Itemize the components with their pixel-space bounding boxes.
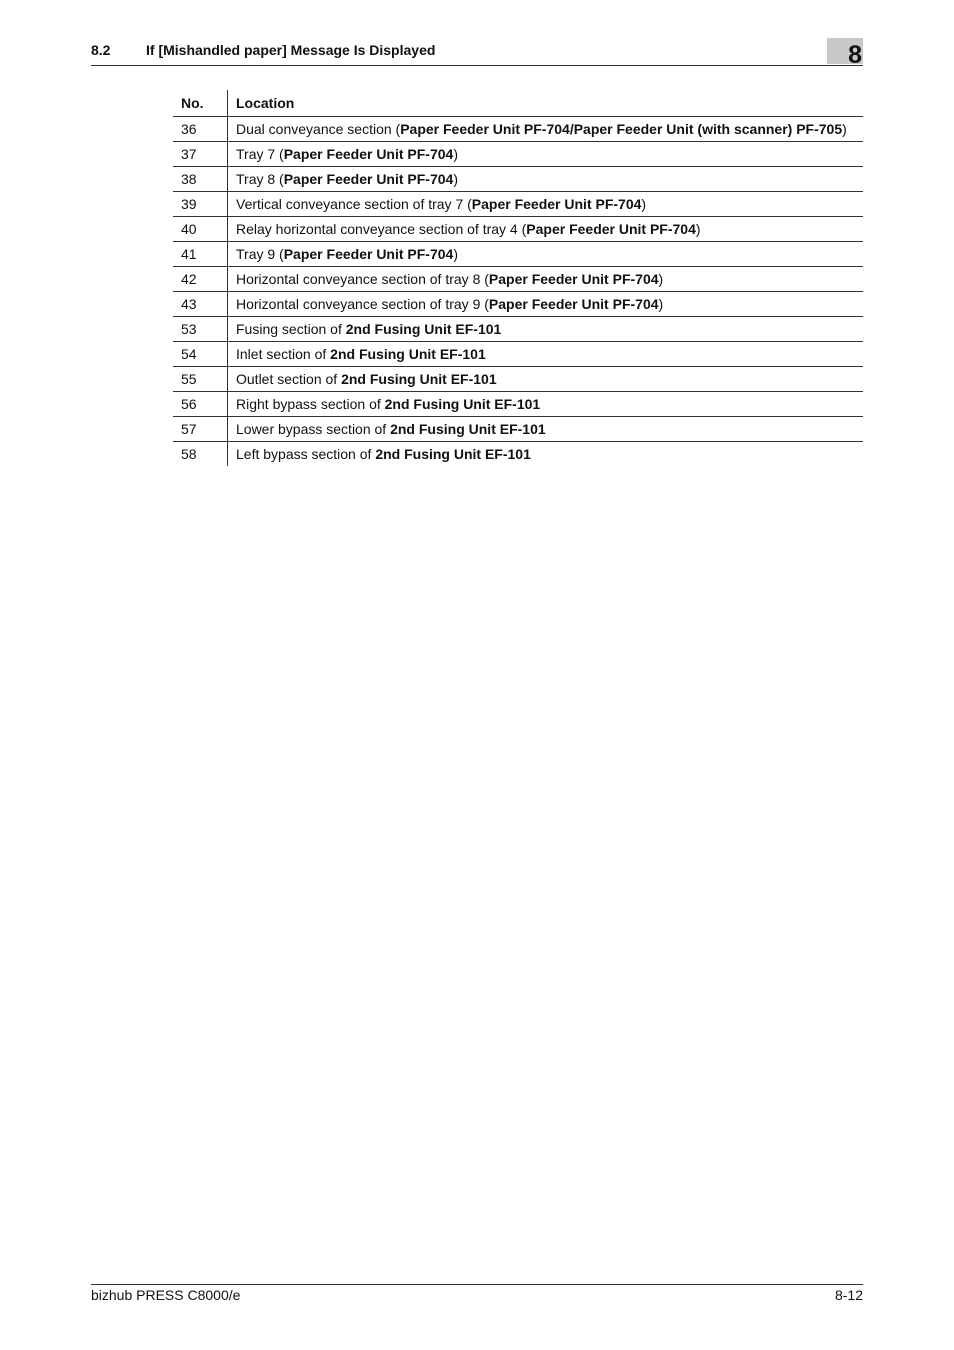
row-number: 37	[173, 142, 228, 167]
table-row	[173, 217, 863, 242]
row-location	[228, 292, 864, 317]
location-suffix: )	[641, 196, 647, 212]
table-row	[173, 192, 863, 217]
row-number: 41	[173, 242, 228, 267]
location-text: Vertical conveyance section of tray 7 (	[236, 196, 472, 212]
column-header-location: Location	[228, 90, 864, 117]
location-unit-name: 2nd Fusing Unit EF-101	[330, 346, 486, 362]
row-location	[228, 367, 864, 392]
column-header-no: No.	[173, 90, 228, 117]
table-row	[173, 142, 863, 167]
table-header-row	[173, 90, 863, 117]
row-number: 42	[173, 267, 228, 292]
row-location	[228, 142, 864, 167]
table-row	[173, 342, 863, 367]
section-title: If [Mishandled paper] Message Is Displayed	[146, 42, 436, 58]
table-row	[173, 292, 863, 317]
location-text: Lower bypass section of	[236, 421, 391, 437]
table-row	[173, 267, 863, 292]
location-unit-name: Paper Feeder Unit PF-704	[526, 221, 696, 237]
location-text: Outlet section of	[236, 371, 342, 387]
row-number: 55	[173, 367, 228, 392]
location-text: Right bypass section of	[236, 396, 385, 412]
row-number: 36	[173, 117, 228, 142]
location-text: Tray 9 (	[236, 246, 284, 262]
row-location	[228, 392, 864, 417]
location-unit-name: 2nd Fusing Unit EF-101	[341, 371, 497, 387]
location-unit-name: 2nd Fusing Unit EF-101	[384, 396, 541, 412]
row-location	[228, 342, 864, 367]
location-unit-name: 2nd Fusing Unit EF-101	[345, 321, 502, 337]
table-row	[173, 317, 863, 342]
row-number: 56	[173, 392, 228, 417]
location-unit-name: Paper Feeder Unit PF-704	[488, 271, 659, 287]
row-number: 43	[173, 292, 228, 317]
location-unit-name: Paper Feeder Unit PF-704	[283, 146, 454, 162]
table-row	[173, 367, 863, 392]
row-location	[228, 442, 864, 467]
location-unit-name: Paper Feeder Unit PF-704/Paper Feeder Unit (with scanner) PF-705	[400, 121, 843, 137]
location-text: Horizontal conveyance section of tray 8 (	[236, 271, 489, 287]
location-unit-name: Paper Feeder Unit PF-704	[488, 296, 659, 312]
table-row	[173, 392, 863, 417]
footer-page-number: 8-12	[834, 1287, 863, 1303]
location-unit-name: Paper Feeder Unit PF-704	[471, 196, 642, 212]
row-number: 57	[173, 417, 228, 442]
row-location	[228, 317, 864, 342]
location-suffix: )	[658, 271, 664, 287]
table-body	[173, 117, 863, 467]
location-suffix: )	[842, 121, 847, 137]
location-unit-name: Paper Feeder Unit PF-704	[283, 246, 454, 262]
row-location	[228, 217, 864, 242]
footer-product: bizhub PRESS C8000/e	[91, 1287, 241, 1303]
location-text: Horizontal conveyance section of tray 9 (	[236, 296, 489, 312]
row-number: 53	[173, 317, 228, 342]
row-location	[228, 117, 864, 142]
table-row	[173, 117, 863, 142]
page-footer	[91, 1284, 863, 1303]
chapter-badge: 8	[827, 38, 863, 64]
location-suffix: )	[453, 246, 459, 262]
location-table-container	[173, 90, 863, 466]
row-number: 58	[173, 442, 228, 467]
row-number: 39	[173, 192, 228, 217]
location-text: Dual conveyance section (	[236, 121, 401, 137]
location-text: Left bypass section of	[236, 446, 376, 462]
location-suffix: )	[695, 221, 701, 237]
location-text: Relay horizontal conveyance section of tray 4 (	[236, 221, 527, 237]
location-text: Tray 7 (	[236, 146, 284, 162]
row-location	[228, 417, 864, 442]
location-text: Tray 8 (	[236, 171, 284, 187]
table-row	[173, 442, 863, 467]
table-row	[173, 167, 863, 192]
table-row	[173, 242, 863, 267]
location-text: Fusing section of	[236, 321, 346, 337]
row-location	[228, 242, 864, 267]
location-unit-name: Paper Feeder Unit PF-704	[283, 171, 454, 187]
location-unit-name: 2nd Fusing Unit EF-101	[375, 446, 531, 462]
row-location	[228, 267, 864, 292]
row-number: 40	[173, 217, 228, 242]
page-header	[91, 38, 863, 66]
row-number: 38	[173, 167, 228, 192]
location-suffix: )	[453, 171, 459, 187]
location-suffix: )	[658, 296, 664, 312]
location-unit-name: 2nd Fusing Unit EF-101	[390, 421, 546, 437]
location-text: Inlet section of	[236, 346, 331, 362]
table-row	[173, 417, 863, 442]
location-suffix: )	[453, 146, 459, 162]
location-table	[173, 90, 863, 466]
row-location	[228, 167, 864, 192]
section-number: 8.2	[91, 42, 111, 58]
row-number: 54	[173, 342, 228, 367]
row-location	[228, 192, 864, 217]
